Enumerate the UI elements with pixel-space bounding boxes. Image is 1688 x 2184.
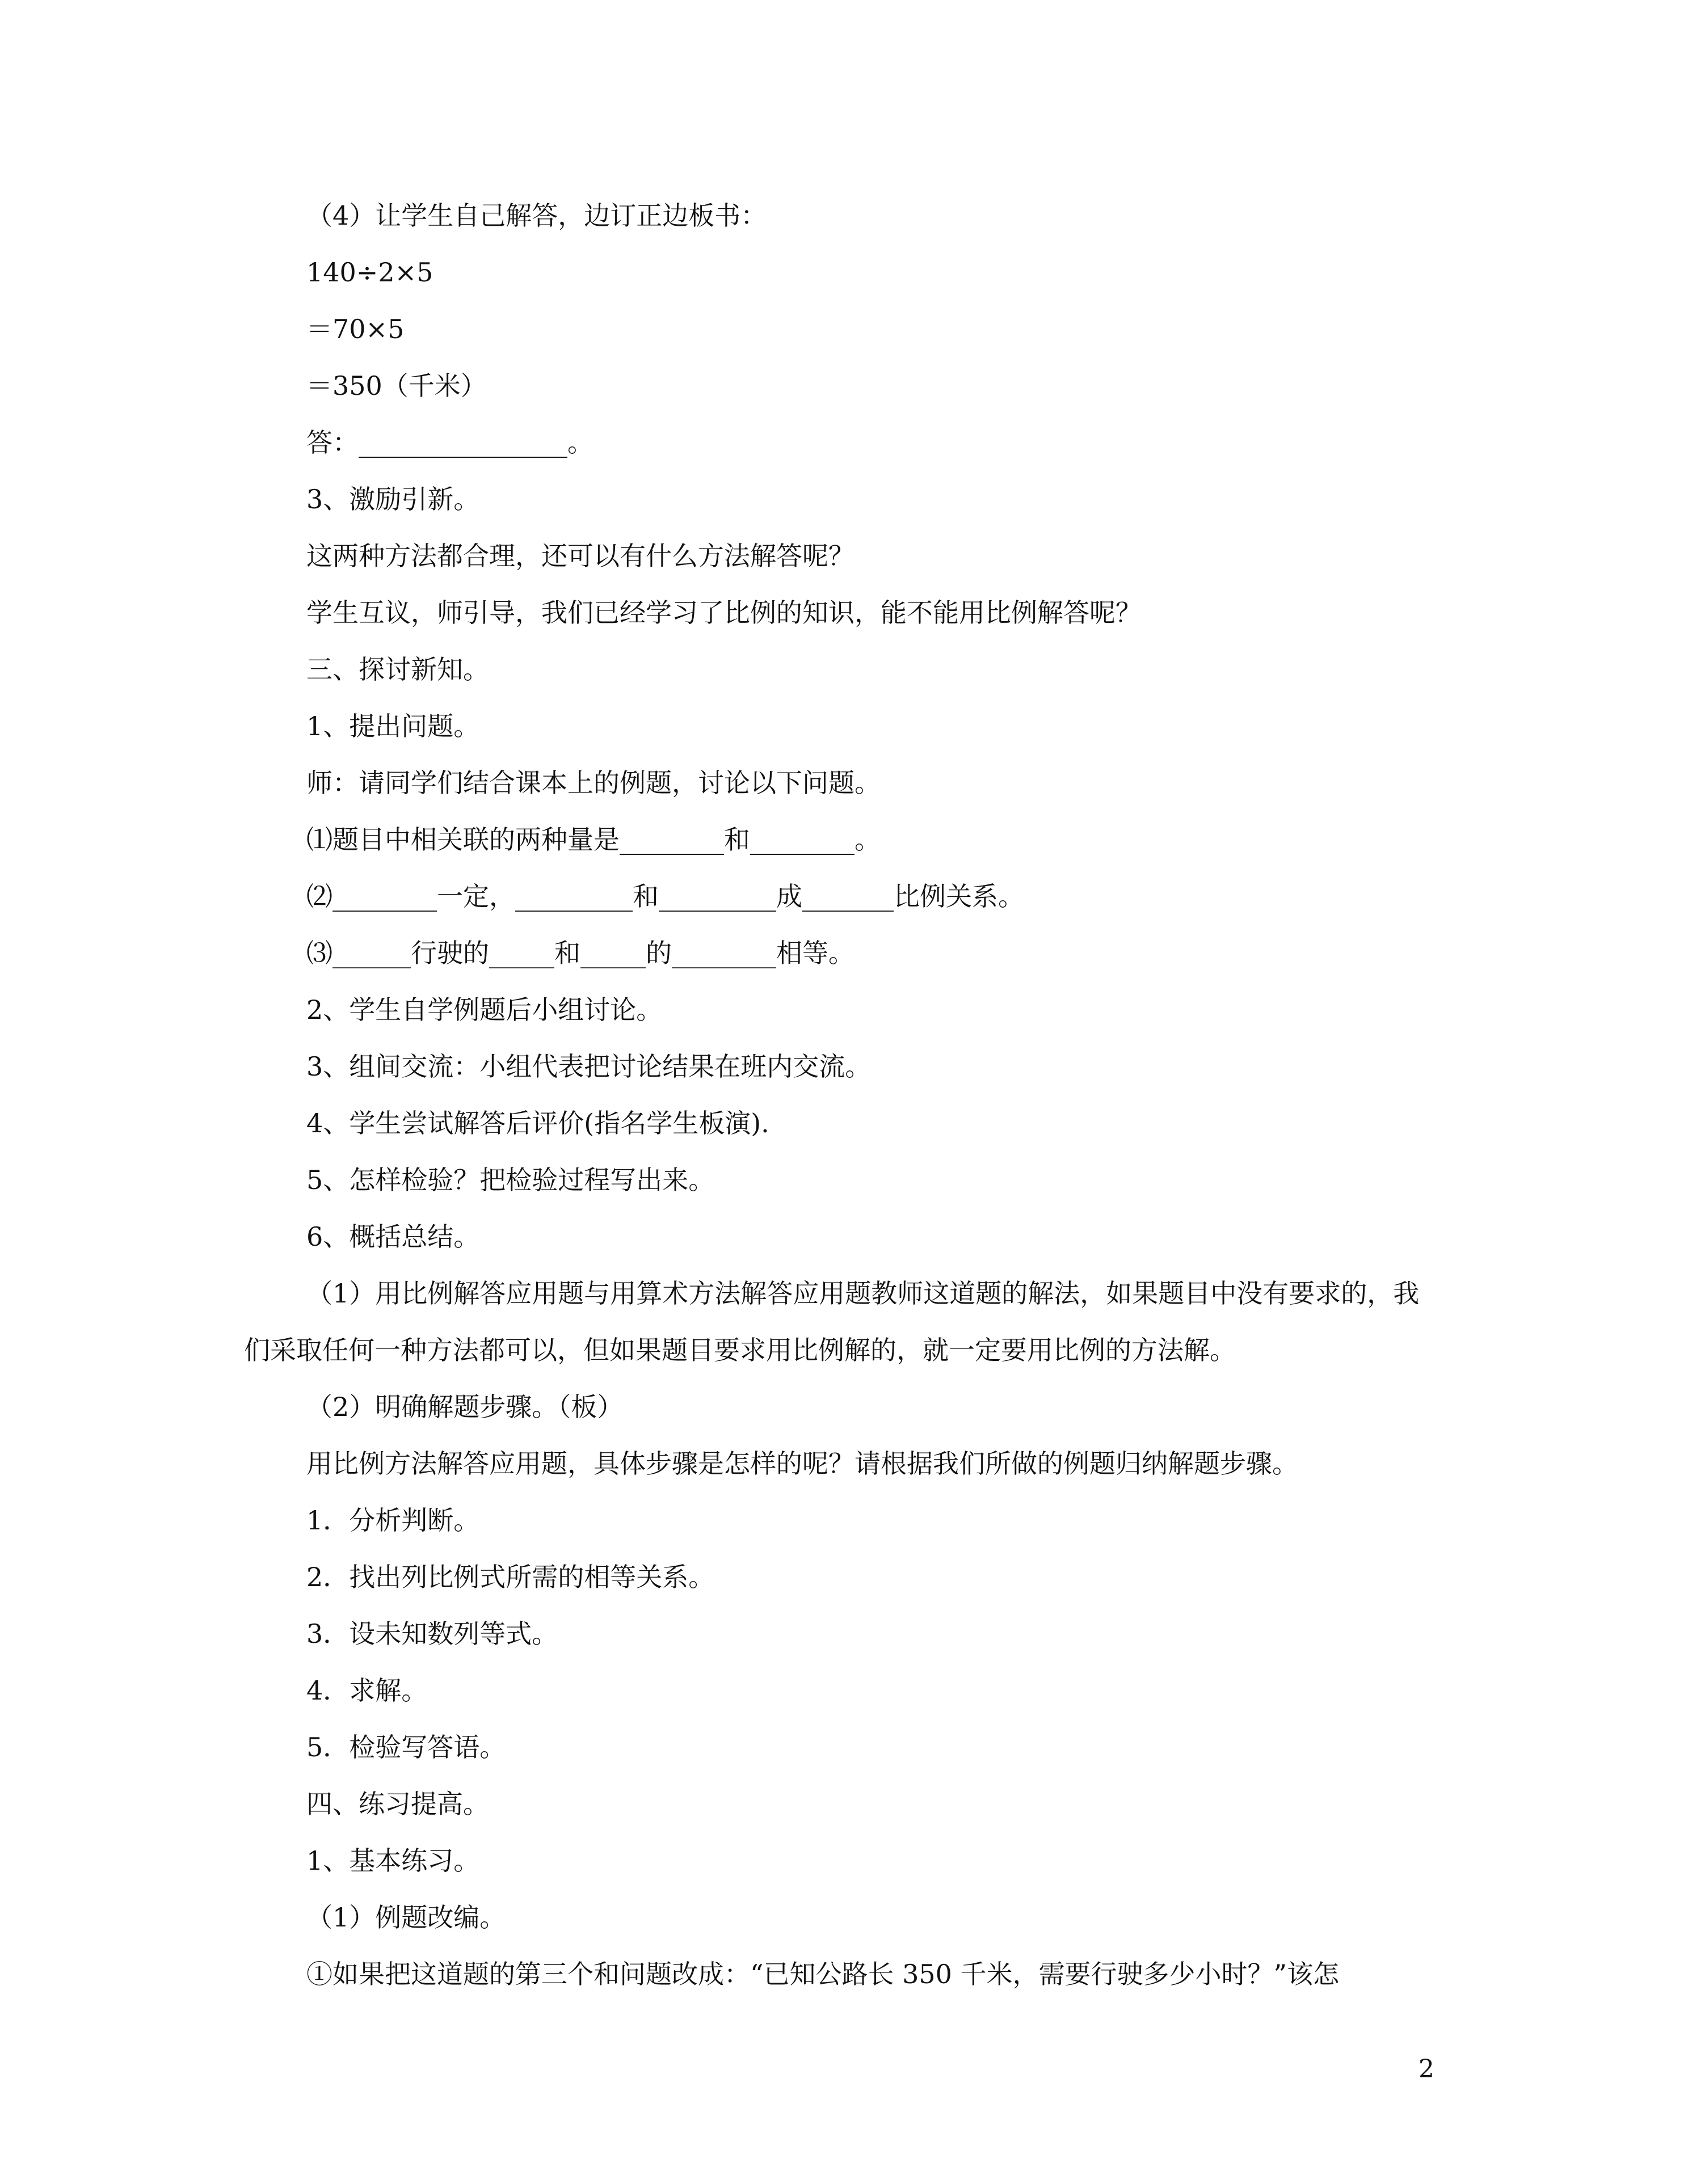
step-2: 2．找出列比例式所需的相等关系。 xyxy=(306,1562,715,1592)
text-line-4: ＝350（千米） xyxy=(306,370,487,401)
step-3: 3．设未知数列等式。 xyxy=(306,1618,558,1649)
text-line-15: 2、学生自学例题后小组讨论。 xyxy=(306,994,663,1025)
text-line-22: 用比例方法解答应用题，具体步骤是怎样的呢？请根据我们所做的例题归纳解题步骤。 xyxy=(306,1448,1298,1479)
question-3: ⑶______行驶的_____和_____的________相等。 xyxy=(306,938,854,968)
text-line-8: 学生互议，师引导，我们已经学习了比例的知识，能不能用比例解答呢？ xyxy=(306,597,1142,628)
text-line-10: 1、提出问题。 xyxy=(306,711,480,741)
page-number: 2 xyxy=(1418,2055,1434,2084)
section-heading-4: 四、练习提高。 xyxy=(306,1789,489,1819)
text-line-19: 6、概括总结。 xyxy=(306,1221,480,1252)
text-line-31: ①如果把这道题的第三个和问题改成：“已知公路长 350 千米，需要行驶多少小时？”该怎 xyxy=(306,1959,1340,1989)
text-line-16: 3、组间交流：小组代表把讨论结果在班内交流。 xyxy=(306,1051,872,1082)
question-2: ⑵________一定，_________和_________成_______比例关系。 xyxy=(306,881,1024,912)
text-line-29: 1、基本练习。 xyxy=(306,1845,480,1876)
text-line-6: 3、激励引新。 xyxy=(306,484,480,515)
text-line-5: 答：________________。 xyxy=(306,427,593,458)
step-5: 5．检验写答语。 xyxy=(306,1732,506,1763)
step-1: 1．分析判断。 xyxy=(306,1505,480,1536)
text-line-30: （1）例题改编。 xyxy=(306,1902,506,1933)
text-line-11: 师：请同学们结合课本上的例题，讨论以下问题。 xyxy=(306,768,881,798)
text-line-3: ＝70×5 xyxy=(306,314,405,344)
step-4: 4．求解。 xyxy=(306,1675,428,1706)
text-line-21: （2）明确解题步骤。（板） xyxy=(306,1392,624,1422)
text-line-2: 140÷2×5 xyxy=(306,257,433,288)
section-heading-3: 三、探讨新知。 xyxy=(306,654,489,685)
text-line-1: （4）让学生自己解答，边订正边板书： xyxy=(306,200,767,231)
text-line-18: 5、怎样检验？把检验过程写出来。 xyxy=(306,1165,715,1195)
text-line-7: 这两种方法都合理，还可以有什么方法解答呢？ xyxy=(306,541,854,571)
question-1: ⑴题目中相关联的两种量是________和________。 xyxy=(306,824,881,855)
summary-paragraph: （1）用比例解答应用题与用算术方法解答应用题教师这道题的解法，如果题目中没有要求的，我们采取任何一种方法都可以，但如果题目要求用比例解的，就一定要用比例的方法解。 xyxy=(244,1278,1420,1365)
text-line-17: 4、学生尝试解答后评价(指名学生板演). xyxy=(306,1108,769,1139)
